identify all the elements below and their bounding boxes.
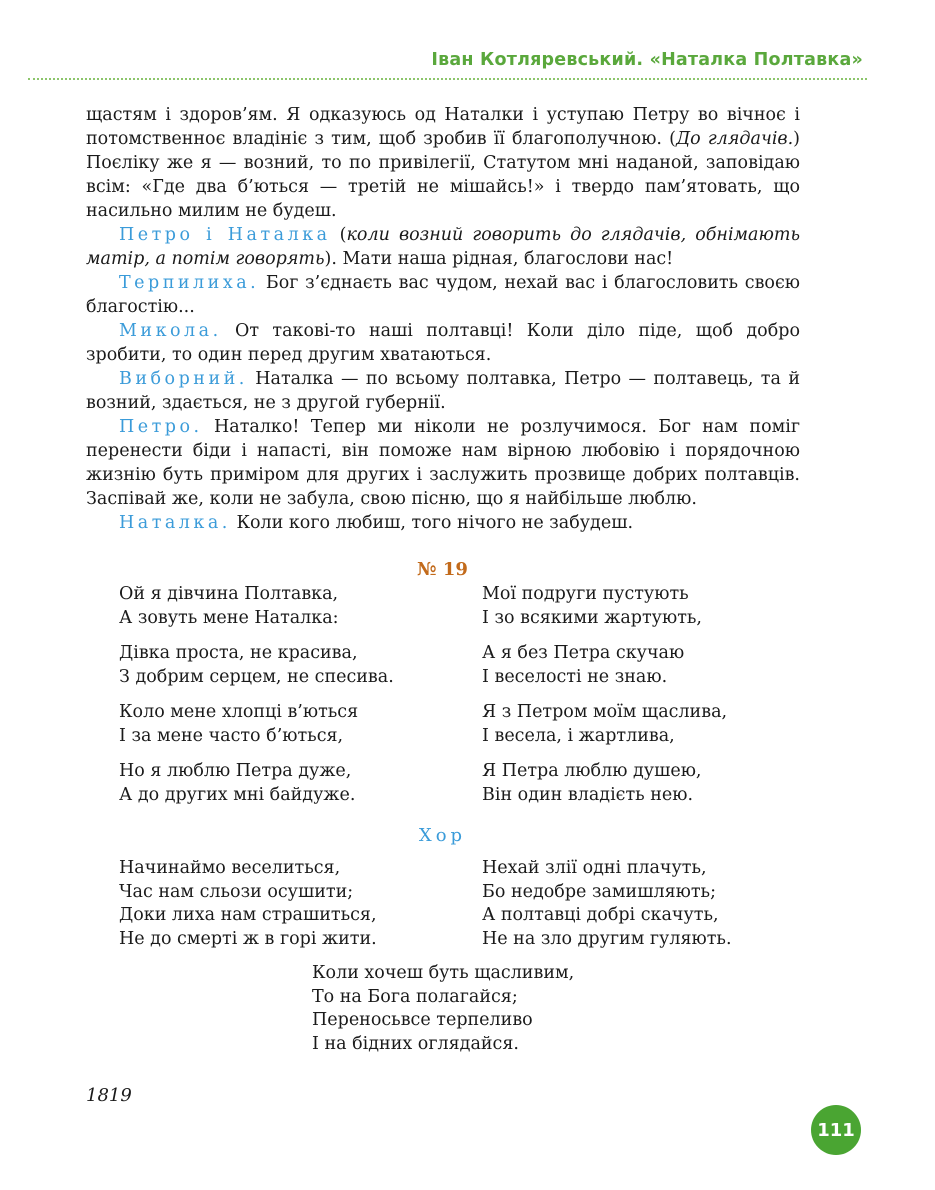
prose-paragraph	[86, 319, 800, 367]
header-divider	[28, 78, 867, 80]
dialogue-text: (	[330, 225, 347, 245]
stanza	[119, 760, 394, 807]
verse-line: Начинаймо веселиться,	[119, 858, 341, 878]
stanza	[119, 701, 394, 748]
verse-line: Я з Петром моїм щаслива,	[482, 702, 728, 722]
prose-paragraph	[86, 367, 800, 415]
running-title: Іван Котляревський. «Наталка Полтавка»	[431, 50, 863, 70]
stanza	[482, 760, 727, 807]
verse-line: Я Петра люблю душею,	[482, 761, 702, 781]
verse-line: А зовуть мене Наталка:	[119, 607, 339, 628]
verse-line: Дівка проста, не красива,	[119, 643, 358, 663]
chorus-center-column	[312, 962, 574, 1056]
dialogue-text: ). Мати наша рідная, благослови нас!	[324, 249, 674, 269]
verse-line: Переносьвсе терпеливо	[312, 1010, 533, 1030]
verse-line: Доки лиха нам страшиться,	[119, 905, 377, 925]
stanza	[482, 701, 727, 748]
speaker-name: Петро і Наталка	[119, 225, 331, 245]
stanza	[119, 642, 394, 689]
dialogue-text: Наталка — по всьому полтавка, Петро — полтавець, та й возний, здається, не з другой губернії.	[86, 369, 800, 413]
stanza	[119, 583, 394, 630]
verse-line: То на Бога полагайся;	[312, 986, 518, 1007]
verse-line: Ой я дівчина Полтавка,	[119, 584, 339, 604]
prose-paragraph	[86, 223, 800, 271]
song-right-column	[482, 583, 727, 807]
verse-line: Бо недобре замишляють;	[482, 881, 716, 902]
chorus-right-column	[482, 857, 732, 951]
stanza	[482, 583, 727, 630]
verse-line: З добрим серцем, не спесива.	[119, 666, 394, 687]
verse-line: Но я люблю Петра дуже,	[119, 761, 352, 781]
song-title: № 19	[417, 559, 468, 580]
stage-direction: коли возний говорить до глядачів, обнімають матір, а потім говорять	[86, 225, 801, 269]
prose-body	[86, 103, 800, 535]
dialogue-text: От такові-то наші полтавці! Коли діло піде, щоб добро зробити, то один перед другим хватаються.	[86, 321, 800, 365]
dialogue-text: Наталко! Тепер ми ніколи не розлучимося. Бог нам поміг перенести біди і напасті, він поможе нам вірною любовію і порядочною жизнію буть приміром для других і заслужить прозвище добрих полтавців. Заспівай же, коли не забула, свою пісню, що я найбільше люблю.	[86, 417, 800, 509]
year-date: 1819	[86, 1085, 132, 1106]
speaker-name: Петро.	[119, 417, 203, 437]
speaker-name: Виборний.	[119, 369, 248, 389]
prose-paragraph	[86, 271, 800, 319]
speaker-name: Микола.	[119, 321, 222, 341]
song-left-column	[119, 583, 394, 807]
dialogue-text: щастям і здоров’ям. Я одказуюсь од Наталки і уступаю Петру во вічноє і потомственноє владініє з тим, щоб зробив її благополучною. (	[86, 105, 800, 149]
verse-line: Коли хочеш буть щасливим,	[312, 963, 575, 983]
stage-direction: До глядачів.	[675, 129, 794, 149]
prose-paragraph	[86, 103, 800, 223]
verse-line: А полтавці добрі скачуть,	[482, 905, 719, 925]
verse-line: Коло мене хлопці в’ються	[119, 702, 359, 722]
prose-paragraph	[86, 511, 800, 535]
chorus-title: Хор	[418, 825, 467, 846]
dialogue-text: Бог з’єднаєть вас чудом, нехай вас і благословить своєю благостію...	[86, 273, 800, 317]
verse-line: І на бідних оглядайся.	[312, 1033, 519, 1054]
prose-paragraph	[86, 415, 800, 511]
verse-line: А я без Петра скучаю	[482, 643, 685, 663]
verse-line: Не на зло другим гуляють.	[482, 928, 732, 949]
page-number-badge: 111	[811, 1105, 861, 1155]
verse-line: Він один владієть нею.	[482, 784, 694, 805]
speaker-name: Терпилиха.	[119, 273, 260, 293]
verse-line: І весела, і жартлива,	[482, 725, 675, 746]
dialogue-text: ) Поєліку же я — возний, то по привілегії, Статутом мні наданой, заповідаю всім: «Где два б’ються — третій не мішайсь!» і твердо пам’ятовать, що насильно милим не будеш.	[86, 129, 800, 221]
verse-line: І за мене часто б’ються,	[119, 725, 344, 746]
verse-line: І зо всякими жартують,	[482, 607, 702, 628]
chorus-left-column	[119, 857, 377, 951]
speaker-name: Наталка.	[119, 513, 231, 533]
verse-line: А до других мні байдуже.	[119, 784, 356, 805]
verse-line: Час нам сльози осушити;	[119, 881, 354, 902]
verse-line: І веселості не знаю.	[482, 666, 668, 687]
verse-line: Не до смерті ж в горі жити.	[119, 928, 377, 949]
dialogue-text: Коли кого любиш, того нічого не забудеш.	[230, 513, 634, 533]
stanza	[482, 642, 727, 689]
verse-line: Нехай злії одні плачуть,	[482, 858, 707, 878]
verse-line: Мої подруги пустують	[482, 584, 689, 604]
